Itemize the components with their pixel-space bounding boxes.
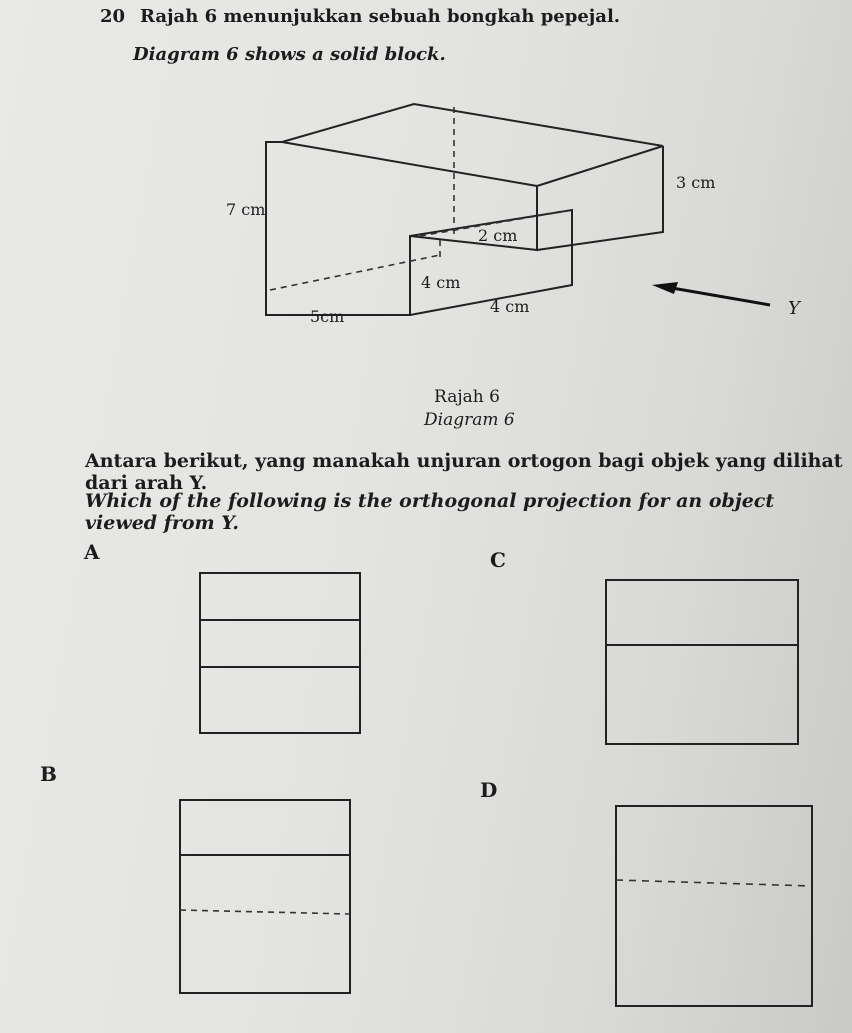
label-2cm: 2 cm bbox=[478, 226, 518, 245]
diagram-caption-malay: Rajah 6 bbox=[434, 387, 500, 407]
diagram-caption-english: Diagram 6 bbox=[424, 410, 515, 430]
option-c-label[interactable]: C bbox=[490, 548, 506, 572]
label-4cm-bottom: 4 cm bbox=[490, 297, 530, 316]
label-5cm: 5cm bbox=[310, 307, 345, 326]
question-text-malay: Rajah 6 menunjukkan sebuah bongkah pepejal. bbox=[140, 6, 621, 27]
prompt-english: Which of the following is the orthogonal projection for an object viewed from Y. bbox=[85, 490, 775, 534]
option-d-label[interactable]: D bbox=[480, 778, 498, 802]
option-b-label[interactable]: B bbox=[40, 762, 57, 786]
label-3cm: 3 cm bbox=[676, 173, 716, 192]
label-7cm: 7 cm bbox=[226, 200, 266, 219]
question-number: 20 bbox=[100, 6, 126, 27]
label-direction-y: Y bbox=[788, 298, 800, 319]
question-text-english: Diagram 6 shows a solid block. bbox=[133, 44, 446, 65]
option-a-label[interactable]: A bbox=[84, 540, 100, 564]
label-4cm-inner: 4 cm bbox=[421, 273, 461, 292]
prompt-malay: Antara berikut, yang manakah unjuran ortogon bagi objek yang dilihat dari arah Y. bbox=[85, 450, 843, 494]
